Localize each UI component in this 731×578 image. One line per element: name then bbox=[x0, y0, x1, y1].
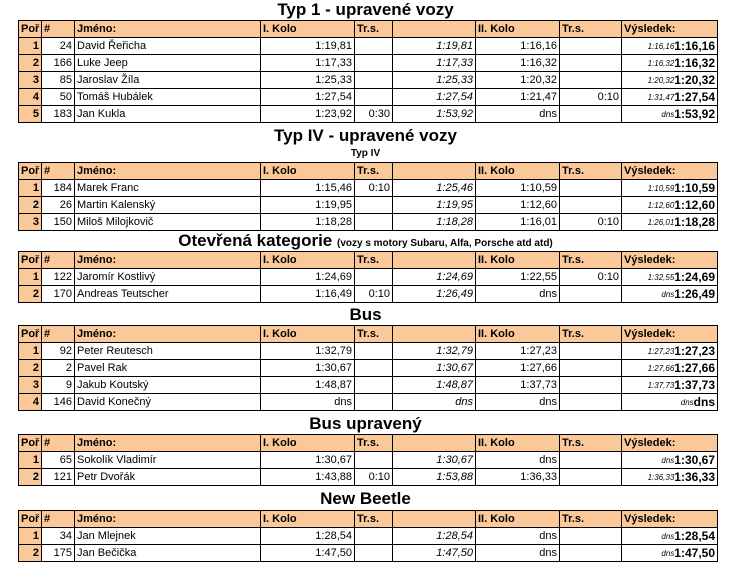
cell-kolo2: 1:16,16 bbox=[476, 38, 560, 55]
cell-sum2: dns bbox=[661, 531, 675, 541]
table-header-row bbox=[19, 511, 718, 528]
col-header-blank bbox=[393, 163, 476, 180]
cell-kolo1: 1:24,69 bbox=[261, 269, 355, 286]
cell-result: 1:27,23 bbox=[674, 343, 715, 358]
cell-sum1: 1:19,81 bbox=[393, 38, 476, 55]
cell-kolo1: 1:19,95 bbox=[261, 197, 355, 214]
cell-num: 150 bbox=[42, 214, 75, 231]
cell-result: 1:28,54 bbox=[674, 528, 715, 543]
cell-kolo1: 1:43,88 bbox=[261, 469, 355, 486]
cell-pos: 4 bbox=[19, 394, 42, 411]
table-row bbox=[19, 269, 718, 286]
cell-sum1: 1:18,28 bbox=[393, 214, 476, 231]
table-header-row bbox=[19, 21, 718, 38]
cell-trs1 bbox=[355, 360, 393, 377]
table-header-row bbox=[19, 435, 718, 452]
cell-sum2: 1:16,32 bbox=[647, 58, 675, 68]
cell-trs2 bbox=[560, 377, 622, 394]
cell-kolo1: 1:16,49 bbox=[261, 286, 355, 303]
cell-trs2: 0:10 bbox=[560, 269, 622, 286]
table-row bbox=[19, 377, 718, 394]
col-header-name: Jméno: bbox=[75, 252, 261, 269]
table-row bbox=[19, 343, 718, 360]
results-table bbox=[18, 20, 718, 123]
section-note: (vozy s motory Subaru, Alfa, Porsche atd atd) bbox=[336, 238, 553, 249]
col-header-trs: Tr.s. bbox=[355, 252, 393, 269]
cell-trs2 bbox=[560, 360, 622, 377]
cell-result: 1:20,32 bbox=[674, 72, 715, 87]
cell-name: Sokolík Vladimír bbox=[75, 452, 261, 469]
cell-pos: 2 bbox=[19, 197, 42, 214]
col-header-trs: Tr.s. bbox=[560, 252, 622, 269]
cell-pos: 2 bbox=[19, 545, 42, 562]
col-header-kolo1: I. Kolo bbox=[261, 252, 355, 269]
cell-sum2-result bbox=[622, 469, 718, 486]
section-title: Bus upravený bbox=[309, 414, 422, 433]
col-header-result: Výsledek: bbox=[622, 511, 718, 528]
cell-trs2: 0:10 bbox=[560, 214, 622, 231]
col-header-num: # bbox=[42, 435, 75, 452]
cell-sum1: 1:53,88 bbox=[393, 469, 476, 486]
col-header-result: Výsledek: bbox=[622, 435, 718, 452]
cell-name: Pavel Rak bbox=[75, 360, 261, 377]
cell-sum2-result bbox=[622, 106, 718, 123]
cell-name: Andreas Teutscher bbox=[75, 286, 261, 303]
cell-sum2: 1:16,16 bbox=[647, 41, 675, 51]
cell-kolo1: 1:32,79 bbox=[261, 343, 355, 360]
col-header-por: Poř bbox=[19, 326, 42, 343]
cell-kolo2: 1:27,66 bbox=[476, 360, 560, 377]
cell-trs1 bbox=[355, 197, 393, 214]
cell-num: 24 bbox=[42, 38, 75, 55]
cell-pos: 3 bbox=[19, 214, 42, 231]
cell-num: 92 bbox=[42, 343, 75, 360]
cell-sum2-result bbox=[622, 343, 718, 360]
cell-sum1: 1:25,46 bbox=[393, 180, 476, 197]
cell-sum1: 1:28,54 bbox=[393, 528, 476, 545]
section-title: New Beetle bbox=[320, 489, 411, 508]
cell-name: David Řeřicha bbox=[75, 38, 261, 55]
cell-sum2: dns bbox=[661, 455, 675, 465]
col-header-blank bbox=[393, 326, 476, 343]
cell-pos: 1 bbox=[19, 180, 42, 197]
cell-pos: 2 bbox=[19, 286, 42, 303]
cell-trs1: 0:10 bbox=[355, 469, 393, 486]
col-header-result: Výsledek: bbox=[622, 21, 718, 38]
cell-sum2: 1:26,01 bbox=[647, 217, 675, 227]
cell-kolo2: dns bbox=[476, 452, 560, 469]
cell-num: 166 bbox=[42, 55, 75, 72]
cell-sum2-result bbox=[622, 89, 718, 106]
cell-kolo2: dns bbox=[476, 545, 560, 562]
col-header-name: Jméno: bbox=[75, 326, 261, 343]
col-header-kolo1: I. Kolo bbox=[261, 326, 355, 343]
cell-num: 85 bbox=[42, 72, 75, 89]
cell-pos: 2 bbox=[19, 360, 42, 377]
col-header-blank bbox=[393, 21, 476, 38]
table-row bbox=[19, 528, 718, 545]
cell-sum1: 1:26,49 bbox=[393, 286, 476, 303]
cell-name: Jakub Koutský bbox=[75, 377, 261, 394]
cell-sum1: 1:30,67 bbox=[393, 452, 476, 469]
results-table bbox=[18, 162, 718, 231]
cell-trs2 bbox=[560, 106, 622, 123]
cell-result: 1:10,59 bbox=[674, 180, 715, 195]
cell-kolo1: 1:19,81 bbox=[261, 38, 355, 55]
table-row bbox=[19, 197, 718, 214]
cell-trs2 bbox=[560, 38, 622, 55]
cell-kolo2: 1:27,23 bbox=[476, 343, 560, 360]
cell-kolo1: 1:25,33 bbox=[261, 72, 355, 89]
table-row bbox=[19, 360, 718, 377]
cell-sum2-result bbox=[622, 72, 718, 89]
col-header-kolo1: I. Kolo bbox=[261, 21, 355, 38]
col-header-num: # bbox=[42, 252, 75, 269]
cell-sum1: 1:53,92 bbox=[393, 106, 476, 123]
cell-kolo2: 1:37,73 bbox=[476, 377, 560, 394]
cell-sum2: dns bbox=[661, 109, 675, 119]
cell-pos: 3 bbox=[19, 377, 42, 394]
cell-sum2: 1:27,66 bbox=[647, 363, 675, 373]
cell-sum1: 1:17,33 bbox=[393, 55, 476, 72]
cell-kolo1: 1:27,54 bbox=[261, 89, 355, 106]
col-header-num: # bbox=[42, 326, 75, 343]
section-title: Otevřená kategorie (vozy s motory Subaru, Alfa, Porsche atd atd) bbox=[178, 231, 553, 250]
cell-trs1 bbox=[355, 377, 393, 394]
cell-trs1 bbox=[355, 343, 393, 360]
table-row bbox=[19, 452, 718, 469]
cell-pos: 5 bbox=[19, 106, 42, 123]
section-title: Typ 1 - upravené vozy bbox=[277, 0, 454, 19]
cell-sum2-result bbox=[622, 214, 718, 231]
cell-sum2-result bbox=[622, 180, 718, 197]
cell-trs1 bbox=[355, 452, 393, 469]
cell-sum2: dns bbox=[661, 289, 675, 299]
cell-sum2: dns bbox=[680, 397, 694, 407]
cell-name: Peter Reutesch bbox=[75, 343, 261, 360]
results-table bbox=[18, 510, 718, 562]
cell-result: 1:37,73 bbox=[674, 377, 715, 392]
cell-sum2-result bbox=[622, 55, 718, 72]
cell-sum2-result bbox=[622, 197, 718, 214]
cell-kolo1: 1:18,28 bbox=[261, 214, 355, 231]
cell-sum1: dns bbox=[393, 394, 476, 411]
cell-name: Tomáš Hubálek bbox=[75, 89, 261, 106]
col-header-trs: Tr.s. bbox=[355, 511, 393, 528]
cell-result: 1:16,16 bbox=[674, 38, 715, 53]
col-header-kolo2: II. Kolo bbox=[476, 252, 560, 269]
cell-trs2 bbox=[560, 55, 622, 72]
cell-result: 1:12,60 bbox=[674, 197, 715, 212]
cell-sum2-result bbox=[622, 528, 718, 545]
col-header-num: # bbox=[42, 21, 75, 38]
col-header-trs: Tr.s. bbox=[560, 163, 622, 180]
cell-sum1: 1:32,79 bbox=[393, 343, 476, 360]
cell-trs1: 0:30 bbox=[355, 106, 393, 123]
col-header-trs: Tr.s. bbox=[355, 21, 393, 38]
cell-kolo1: 1:15,46 bbox=[261, 180, 355, 197]
cell-num: 26 bbox=[42, 197, 75, 214]
cell-pos: 1 bbox=[19, 343, 42, 360]
section-title: Typ IV - upravené vozy bbox=[274, 126, 457, 145]
cell-sum1: 1:47,50 bbox=[393, 545, 476, 562]
col-header-kolo2: II. Kolo bbox=[476, 163, 560, 180]
cell-result: 1:27,54 bbox=[674, 89, 715, 104]
cell-result: 1:53,92 bbox=[674, 106, 715, 121]
cell-name: Jaromír Kostlivý bbox=[75, 269, 261, 286]
cell-result: 1:27,66 bbox=[674, 360, 715, 375]
cell-sum2: 1:37,73 bbox=[647, 380, 675, 390]
cell-kolo2: 1:22,55 bbox=[476, 269, 560, 286]
col-header-kolo1: I. Kolo bbox=[261, 163, 355, 180]
cell-sum1: 1:30,67 bbox=[393, 360, 476, 377]
cell-sum1: 1:27,54 bbox=[393, 89, 476, 106]
cell-name: Jaroslav Žíla bbox=[75, 72, 261, 89]
col-header-num: # bbox=[42, 511, 75, 528]
cell-result: 1:26,49 bbox=[674, 286, 715, 301]
col-header-por: Poř bbox=[19, 511, 42, 528]
cell-name: Jan Bečička bbox=[75, 545, 261, 562]
cell-trs1 bbox=[355, 38, 393, 55]
cell-sum1: 1:25,33 bbox=[393, 72, 476, 89]
section-subtitle: Typ IV bbox=[350, 148, 381, 159]
cell-num: 170 bbox=[42, 286, 75, 303]
table-header-row bbox=[19, 252, 718, 269]
col-header-trs: Tr.s. bbox=[355, 326, 393, 343]
col-header-name: Jméno: bbox=[75, 21, 261, 38]
cell-num: 2 bbox=[42, 360, 75, 377]
cell-trs2: 0:10 bbox=[560, 89, 622, 106]
cell-result: 1:18,28 bbox=[674, 214, 715, 229]
cell-sum2: 1:36,33 bbox=[647, 472, 675, 482]
col-header-por: Poř bbox=[19, 252, 42, 269]
cell-sum2-result bbox=[622, 360, 718, 377]
cell-trs1: 0:10 bbox=[355, 180, 393, 197]
cell-result: 1:24,69 bbox=[674, 269, 715, 284]
cell-kolo1: 1:47,50 bbox=[261, 545, 355, 562]
table-row bbox=[19, 55, 718, 72]
table-row bbox=[19, 545, 718, 562]
cell-kolo2: dns bbox=[476, 394, 560, 411]
cell-num: 184 bbox=[42, 180, 75, 197]
cell-kolo1: dns bbox=[261, 394, 355, 411]
cell-name: Jan Mlejnek bbox=[75, 528, 261, 545]
cell-name: Luke Jeep bbox=[75, 55, 261, 72]
cell-pos: 1 bbox=[19, 269, 42, 286]
cell-trs2 bbox=[560, 394, 622, 411]
col-header-kolo1: I. Kolo bbox=[261, 435, 355, 452]
cell-result: 1:16,32 bbox=[674, 55, 715, 70]
cell-kolo2: dns bbox=[476, 286, 560, 303]
cell-trs2 bbox=[560, 469, 622, 486]
col-header-blank bbox=[393, 511, 476, 528]
results-table bbox=[18, 434, 718, 486]
cell-pos: 3 bbox=[19, 72, 42, 89]
cell-name: Jan Kukla bbox=[75, 106, 261, 123]
cell-num: 121 bbox=[42, 469, 75, 486]
cell-sum2: 1:32,55 bbox=[647, 272, 675, 282]
cell-pos: 2 bbox=[19, 469, 42, 486]
cell-trs2 bbox=[560, 545, 622, 562]
cell-num: 175 bbox=[42, 545, 75, 562]
col-header-trs: Tr.s. bbox=[355, 163, 393, 180]
cell-sum2: dns bbox=[661, 548, 675, 558]
col-header-blank bbox=[393, 435, 476, 452]
table-header-row bbox=[19, 163, 718, 180]
col-header-por: Poř bbox=[19, 435, 42, 452]
table-row bbox=[19, 180, 718, 197]
cell-result: 1:47,50 bbox=[674, 545, 715, 560]
cell-name: Petr Dvořák bbox=[75, 469, 261, 486]
cell-sum2-result bbox=[622, 38, 718, 55]
col-header-result: Výsledek: bbox=[622, 163, 718, 180]
cell-trs1 bbox=[355, 89, 393, 106]
table-row bbox=[19, 72, 718, 89]
cell-pos: 1 bbox=[19, 528, 42, 545]
cell-kolo1: 1:48,87 bbox=[261, 377, 355, 394]
cell-trs2 bbox=[560, 452, 622, 469]
cell-name: David Konečný bbox=[75, 394, 261, 411]
cell-sum2-result bbox=[622, 452, 718, 469]
cell-kolo1: 1:28,54 bbox=[261, 528, 355, 545]
cell-sum1: 1:24,69 bbox=[393, 269, 476, 286]
results-table bbox=[18, 251, 718, 303]
cell-sum2: 1:20,32 bbox=[647, 75, 675, 85]
col-header-trs: Tr.s. bbox=[560, 511, 622, 528]
cell-trs2 bbox=[560, 343, 622, 360]
col-header-trs: Tr.s. bbox=[355, 435, 393, 452]
col-header-result: Výsledek: bbox=[622, 326, 718, 343]
cell-kolo2: 1:21,47 bbox=[476, 89, 560, 106]
table-row bbox=[19, 89, 718, 106]
cell-sum2-result bbox=[622, 545, 718, 562]
cell-trs2 bbox=[560, 180, 622, 197]
cell-num: 122 bbox=[42, 269, 75, 286]
cell-kolo2: 1:10,59 bbox=[476, 180, 560, 197]
cell-trs2 bbox=[560, 197, 622, 214]
cell-sum2: 1:12,60 bbox=[647, 200, 675, 210]
cell-kolo2: 1:12,60 bbox=[476, 197, 560, 214]
section-title: Bus bbox=[349, 305, 382, 324]
cell-trs1 bbox=[355, 545, 393, 562]
cell-num: 50 bbox=[42, 89, 75, 106]
cell-trs2 bbox=[560, 528, 622, 545]
col-header-blank bbox=[393, 252, 476, 269]
table-row bbox=[19, 38, 718, 55]
col-header-num: # bbox=[42, 163, 75, 180]
cell-trs1 bbox=[355, 72, 393, 89]
cell-trs1 bbox=[355, 214, 393, 231]
cell-num: 146 bbox=[42, 394, 75, 411]
table-row bbox=[19, 394, 718, 411]
cell-trs1 bbox=[355, 269, 393, 286]
cell-sum2-result bbox=[622, 394, 718, 411]
cell-trs2 bbox=[560, 72, 622, 89]
cell-sum2: 1:10,59 bbox=[647, 183, 675, 193]
cell-sum2-result bbox=[622, 269, 718, 286]
cell-kolo2: dns bbox=[476, 528, 560, 545]
cell-result: dns bbox=[693, 394, 715, 409]
col-header-trs: Tr.s. bbox=[560, 326, 622, 343]
cell-kolo2: 1:16,32 bbox=[476, 55, 560, 72]
cell-result: 1:36,33 bbox=[674, 469, 715, 484]
col-header-kolo2: II. Kolo bbox=[476, 21, 560, 38]
col-header-trs: Tr.s. bbox=[560, 21, 622, 38]
cell-trs1: 0:10 bbox=[355, 286, 393, 303]
cell-kolo1: 1:30,67 bbox=[261, 360, 355, 377]
cell-name: Marek Franc bbox=[75, 180, 261, 197]
cell-kolo1: 1:30,67 bbox=[261, 452, 355, 469]
table-header-row bbox=[19, 326, 718, 343]
cell-pos: 4 bbox=[19, 89, 42, 106]
cell-sum1: 1:48,87 bbox=[393, 377, 476, 394]
cell-name: Miloš Milojkovič bbox=[75, 214, 261, 231]
cell-sum2: 1:31,47 bbox=[647, 92, 675, 102]
col-header-kolo2: II. Kolo bbox=[476, 326, 560, 343]
cell-trs1 bbox=[355, 394, 393, 411]
cell-kolo2: 1:16,01 bbox=[476, 214, 560, 231]
table-row bbox=[19, 469, 718, 486]
cell-trs1 bbox=[355, 55, 393, 72]
cell-num: 65 bbox=[42, 452, 75, 469]
col-header-trs: Tr.s. bbox=[560, 435, 622, 452]
col-header-name: Jméno: bbox=[75, 511, 261, 528]
col-header-kolo1: I. Kolo bbox=[261, 511, 355, 528]
cell-kolo1: 1:17,33 bbox=[261, 55, 355, 72]
cell-num: 34 bbox=[42, 528, 75, 545]
col-header-name: Jméno: bbox=[75, 163, 261, 180]
table-row bbox=[19, 286, 718, 303]
col-header-name: Jméno: bbox=[75, 435, 261, 452]
cell-sum1: 1:19,95 bbox=[393, 197, 476, 214]
cell-pos: 1 bbox=[19, 38, 42, 55]
cell-name: Martin Kalenský bbox=[75, 197, 261, 214]
cell-kolo2: dns bbox=[476, 106, 560, 123]
cell-sum2-result bbox=[622, 286, 718, 303]
col-header-result: Výsledek: bbox=[622, 252, 718, 269]
cell-num: 9 bbox=[42, 377, 75, 394]
cell-pos: 2 bbox=[19, 55, 42, 72]
cell-result: 1:30,67 bbox=[674, 452, 715, 467]
cell-sum2: 1:27,23 bbox=[647, 346, 675, 356]
col-header-kolo2: II. Kolo bbox=[476, 435, 560, 452]
cell-kolo2: 1:36,33 bbox=[476, 469, 560, 486]
results-table bbox=[18, 325, 718, 411]
cell-trs1 bbox=[355, 528, 393, 545]
table-row bbox=[19, 214, 718, 231]
cell-kolo2: 1:20,32 bbox=[476, 72, 560, 89]
cell-num: 183 bbox=[42, 106, 75, 123]
cell-trs2 bbox=[560, 286, 622, 303]
cell-kolo1: 1:23,92 bbox=[261, 106, 355, 123]
cell-sum2-result bbox=[622, 377, 718, 394]
col-header-por: Poř bbox=[19, 163, 42, 180]
col-header-por: Poř bbox=[19, 21, 42, 38]
cell-pos: 1 bbox=[19, 452, 42, 469]
col-header-kolo2: II. Kolo bbox=[476, 511, 560, 528]
table-row bbox=[19, 106, 718, 123]
